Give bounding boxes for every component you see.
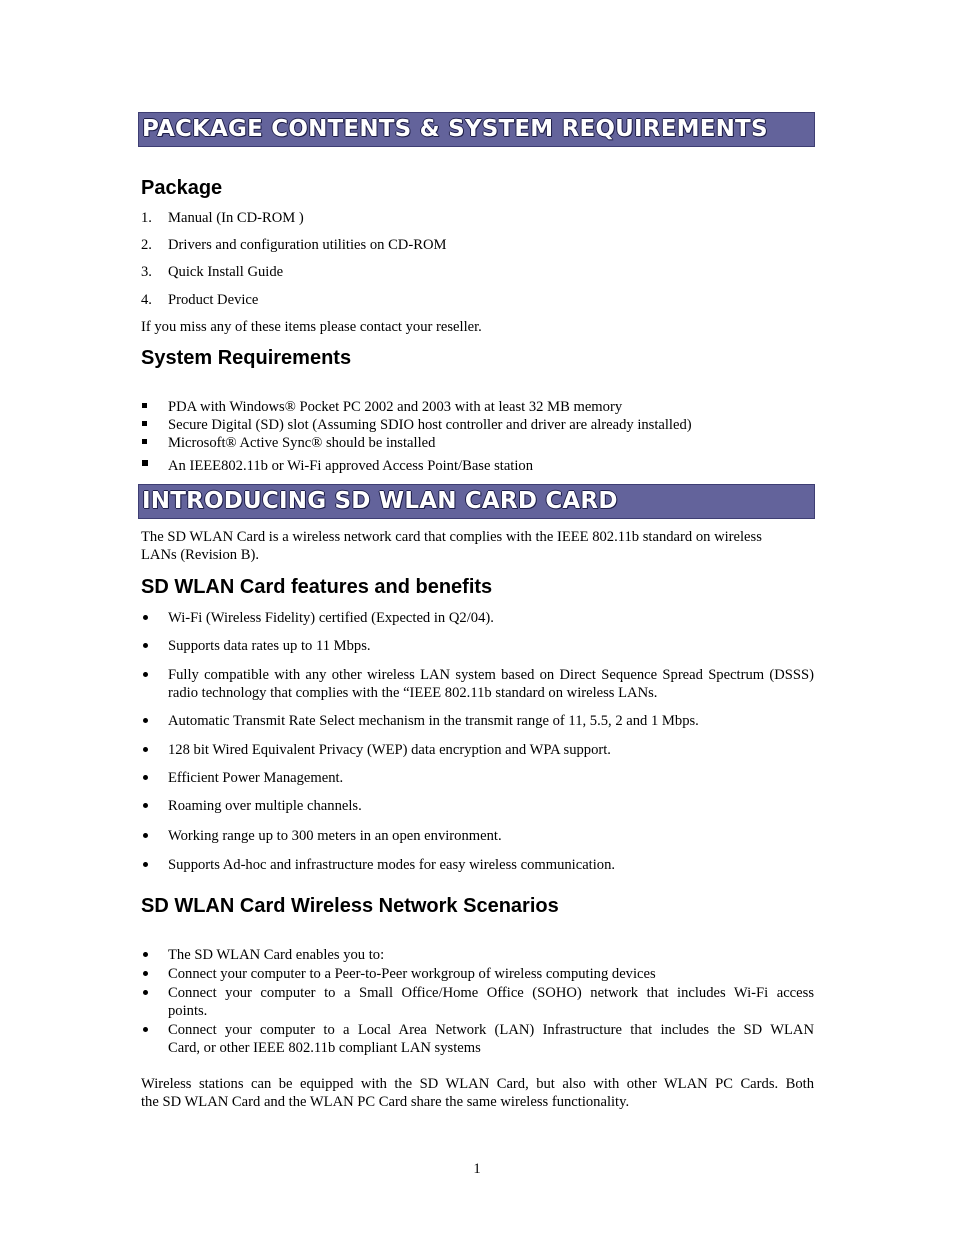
list-item: The SD WLAN Card enables you to: <box>168 947 385 963</box>
list-item: 128 bit Wired Equivalent Privacy (WEP) data encryption and WPA support. <box>168 742 611 758</box>
section-banner-title: INTRODUCING SD WLAN CARD CARD <box>142 488 618 514</box>
bullet-icon <box>143 747 148 752</box>
bullet-icon <box>143 775 148 780</box>
page-number: 1 <box>473 1161 481 1177</box>
section-banner-intro <box>138 484 815 519</box>
square-bullet-icon <box>142 460 148 466</box>
list-item: Drivers and configuration utilities on CD-ROM <box>168 237 447 253</box>
requirements-heading: System Requirements <box>141 347 352 369</box>
list-number: 4. <box>141 292 152 308</box>
list-number: 2. <box>141 237 152 253</box>
list-item: Microsoft® Active Sync® should be installed <box>168 435 436 451</box>
closing-paragraph-line: Wireless stations can be equipped with the SD WLAN Card, but also with other WLAN PC Cards. Both <box>141 1076 814 1092</box>
square-bullet-icon <box>142 421 147 426</box>
list-item-continuation: Card, or other IEEE 802.11b compliant LAN systems <box>168 1040 481 1056</box>
intro-paragraph-line: LANs (Revision B). <box>141 547 259 563</box>
list-item: Product Device <box>168 292 259 308</box>
bullet-icon <box>143 672 148 677</box>
list-item: Wi-Fi (Wireless Fidelity) certified (Expected in Q2/04). <box>168 610 494 626</box>
list-number: 3. <box>141 264 152 280</box>
bullet-icon <box>143 615 148 620</box>
list-item: Connect your computer to a Peer-to-Peer workgroup of wireless computing devices <box>168 966 656 982</box>
section-banner-package <box>138 112 815 147</box>
list-item-continuation: radio technology that complies with the “IEEE 802.11b standard on wireless LANs. <box>168 685 658 701</box>
bullet-icon <box>143 643 148 648</box>
bullet-icon <box>143 833 148 838</box>
list-item: Fully compatible with any other wireless LAN system based on Direct Sequence Spread Spectrum (DSSS) <box>168 667 814 683</box>
list-item: Manual (In CD-ROM ) <box>168 210 304 226</box>
list-item: Roaming over multiple channels. <box>168 798 362 814</box>
list-number: 1. <box>141 210 152 226</box>
list-item: PDA with Windows® Pocket PC 2002 and 2003 with at least 32 MB memory <box>168 399 623 415</box>
bullet-icon <box>143 990 148 995</box>
list-item: Working range up to 300 meters in an open environment. <box>168 828 502 844</box>
list-item: Connect your computer to a Small Office/Home Office (SOHO) network that includes Wi-Fi access <box>168 985 814 1001</box>
intro-paragraph-line: The SD WLAN Card is a wireless network card that complies with the IEEE 802.11b standard on wireless <box>141 529 762 545</box>
bullet-icon <box>143 952 148 957</box>
package-note: If you miss any of these items please contact your reseller. <box>141 319 482 335</box>
list-item-continuation: points. <box>168 1003 208 1019</box>
bullet-icon <box>143 718 148 723</box>
section-banner-title: PACKAGE CONTENTS & SYSTEM REQUIREMENTS <box>142 116 768 142</box>
list-item: Supports Ad-hoc and infrastructure modes for easy wireless communication. <box>168 857 616 873</box>
list-item: Automatic Transmit Rate Select mechanism in the transmit range of 11, 5.5, 2 and 1 Mbps. <box>168 713 699 729</box>
bullet-icon <box>143 862 148 867</box>
list-item: An IEEE802.11b or Wi-Fi approved Access Point/Base station <box>168 458 534 474</box>
list-item: Connect your computer to a Local Area Network (LAN) Infrastructure that includes the SD WLAN <box>168 1022 814 1038</box>
bullet-icon <box>143 803 148 808</box>
bullet-icon <box>143 1027 148 1032</box>
features-heading: SD WLAN Card features and benefits <box>141 576 493 598</box>
square-bullet-icon <box>142 403 147 408</box>
list-item: Quick Install Guide <box>168 264 284 280</box>
scenarios-heading: SD WLAN Card Wireless Network Scenarios <box>141 895 559 917</box>
square-bullet-icon <box>142 439 147 444</box>
package-heading: Package <box>141 177 223 199</box>
closing-paragraph-line: the SD WLAN Card and the WLAN PC Card share the same wireless functionality. <box>141 1094 630 1110</box>
list-item: Secure Digital (SD) slot (Assuming SDIO host controller and driver are already installed) <box>168 417 692 433</box>
list-item: Efficient Power Management. <box>168 770 344 786</box>
bullet-icon <box>143 971 148 976</box>
list-item: Supports data rates up to 11 Mbps. <box>168 638 371 654</box>
